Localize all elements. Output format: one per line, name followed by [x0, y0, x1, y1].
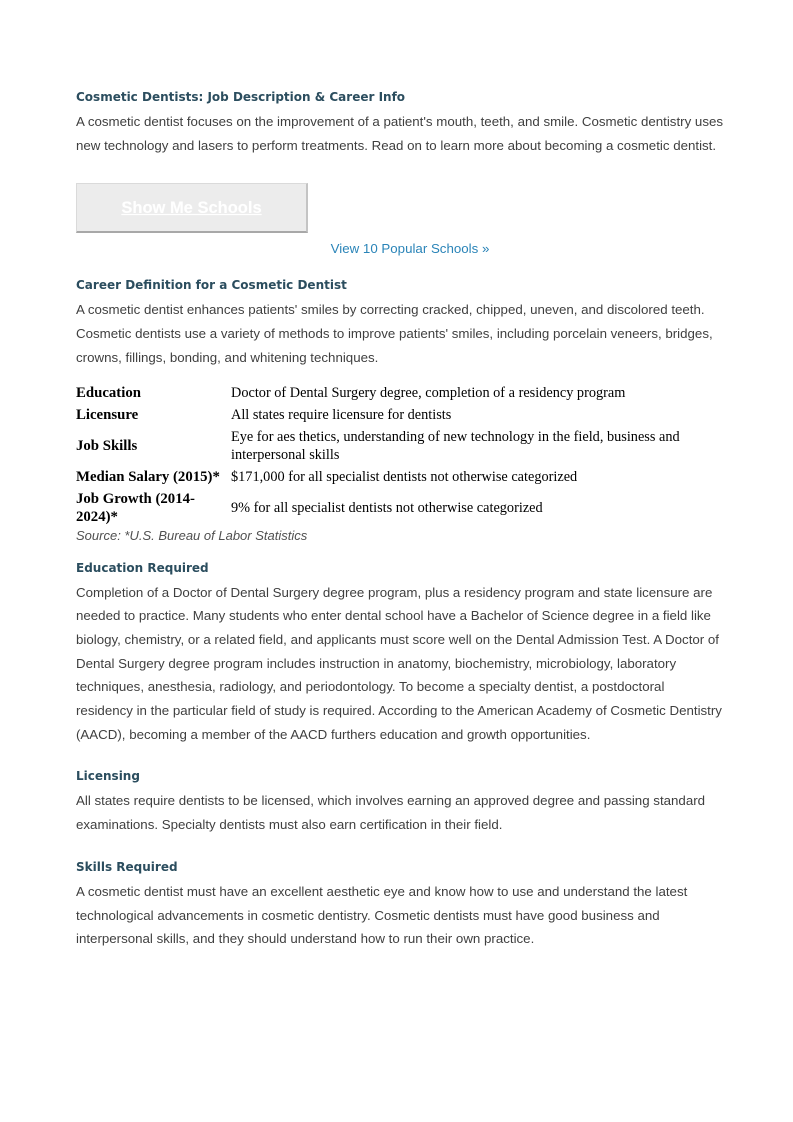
- view-popular-schools-link[interactable]: View 10 Popular Schools »: [330, 241, 490, 257]
- skills-heading: Skills Required: [76, 859, 178, 874]
- page-title: Cosmetic Dentists: Job Description & Career Info: [76, 90, 406, 104]
- career-definition-heading: Career Definition for a Cosmetic Dentist: [76, 278, 347, 293]
- document-page: [76, 88, 724, 951]
- fact-value: All states require licensure for dentists: [231, 406, 452, 423]
- table-row: [76, 406, 696, 428]
- fact-value: $171,000 for all specialist dentists not otherwise categorized: [231, 468, 578, 485]
- popular-schools-row: [96, 240, 724, 258]
- licensing-text: All states require dentists to be licensed, which involves earning an approved degree and passing standard examinations. Specialty dentists must also earn certification in their field.: [76, 793, 706, 833]
- skills-text: A cosmetic dentist must have an excellent aesthetic eye and know how to use and understand the latest technological advancements in cosmetic dentistry. Cosmetic dentists must have good business and interpersonal skills, and they should understand how to run their own practice.: [76, 883, 688, 947]
- career-facts-table: [76, 384, 696, 530]
- table-row: [76, 468, 696, 490]
- skills-section: [76, 858, 724, 951]
- education-heading: Education Required: [76, 560, 209, 575]
- education-section: [76, 559, 724, 747]
- table-row: [76, 384, 696, 406]
- fact-label: Median Salary (2015)*: [76, 468, 220, 485]
- fact-label: Job Growth (2014-2024)*: [76, 490, 195, 525]
- fact-value: Doctor of Dental Surgery degree, completion of a residency program: [231, 384, 626, 401]
- career-definition-section: [76, 276, 724, 369]
- show-me-schools-button[interactable]: Show Me Schools: [76, 183, 308, 233]
- table-row: [76, 428, 696, 468]
- fact-label: Education: [76, 384, 141, 401]
- fact-value: 9% for all specialist dentists not otherwise categorized: [231, 499, 543, 516]
- intro-paragraph: A cosmetic dentist focuses on the improvement of a patient's mouth, teeth, and smile. Cosmetic dentistry uses new technology and lasers to perform treatments. Read on to learn more about becoming a cosmetic dentist.: [76, 114, 724, 153]
- fact-label: Licensure: [76, 406, 139, 423]
- fact-label: Job Skills: [76, 437, 138, 454]
- licensing-section: [76, 767, 724, 836]
- source-note: Source: *U.S. Bureau of Labor Statistics: [76, 527, 308, 543]
- education-text: Completion of a Doctor of Dental Surgery degree program, plus a residency program and state licensure are needed to practice. Many students who enter dental school have a Bachelor of Science degree in a field like biology, chemistry, or a related field, and applicants must score well on the Dental Admission Test. A Doctor of Dental Surgery degree program includes instruction in anatomy, biochemistry, microbiology, laboratory techniques, anesthesia, radiology, and periodontology. To become a specialty dentist, a postdoctoral residency in the particular field of study is required. According to the American Academy of Cosmetic Dentistry (AACD), becoming a member of the AACD furthers education and growth opportunities.: [76, 584, 722, 742]
- table-row: [76, 490, 696, 530]
- fact-value: Eye for aes thetics, understanding of new technology in the field, business and interpersonal skills: [231, 428, 680, 463]
- career-definition-text: A cosmetic dentist enhances patients' smiles by correcting cracked, chipped, uneven, and discolored teeth. Cosmetic dentists use a variety of methods to improve patients' smiles, including porcelain veneers, bridges, crowns, fillings, bonding, and whitening techniques.: [76, 302, 713, 365]
- licensing-heading: Licensing: [76, 769, 140, 784]
